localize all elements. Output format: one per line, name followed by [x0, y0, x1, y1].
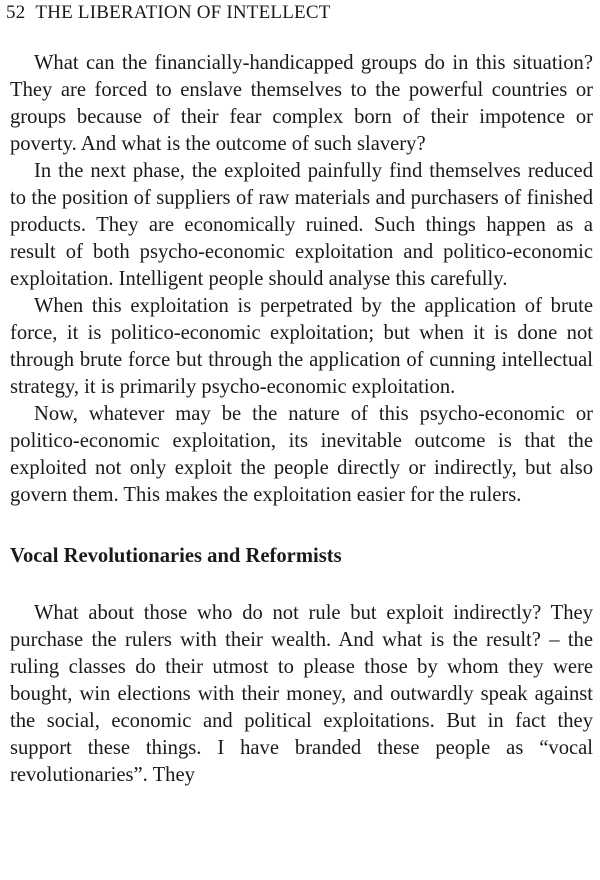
section-heading: Vocal Revolutionaries and Reformists	[10, 545, 342, 567]
book-title: THE LIBERATION OF INTELLECT	[35, 2, 331, 23]
paragraph: When this exploitation is perpetrated by the application of brute force, it is politico-economic exploitation; but when it is done not through brute force but through the application of cunning intellectual strategy, it is primarily psycho-economic exploitation.	[10, 295, 593, 398]
running-header	[6, 2, 331, 24]
body-text	[10, 50, 593, 789]
paragraph: In the next phase, the exploited painfully find themselves reduced to the position of suppliers of raw materials and purchasers of finished products. They are economically ruined. Such things happen as a result of both psycho-economic exploitation and politico-economic exploitation. Intelligent people should analyse this carefully.	[10, 160, 593, 290]
paragraph: What about those who do not rule but exploit indirectly? They purchase the rulers with their wealth. And what is the result? – the ruling classes do their utmost to please those by whom they were bought, win elections with their money, and outwardly speak against the social, economic and political exploitations. But in fact they support these things. I have branded these people as “vocal revolutionaries”. They	[10, 602, 593, 786]
paragraph: What can the financially-handicapped groups do in this situation? They are forced to enslave themselves to the powerful countries or groups because of their fear complex born of their impotence or poverty. And what is the outcome of such slavery?	[10, 52, 593, 155]
paragraph: Now, whatever may be the nature of this psycho-economic or politico-economic exploitation, its inevitable outcome is that the exploited not only exploit the people directly or indirectly, but also govern them. This makes the exploitation easier for the rulers.	[10, 403, 593, 506]
page-number: 52	[6, 2, 26, 23]
